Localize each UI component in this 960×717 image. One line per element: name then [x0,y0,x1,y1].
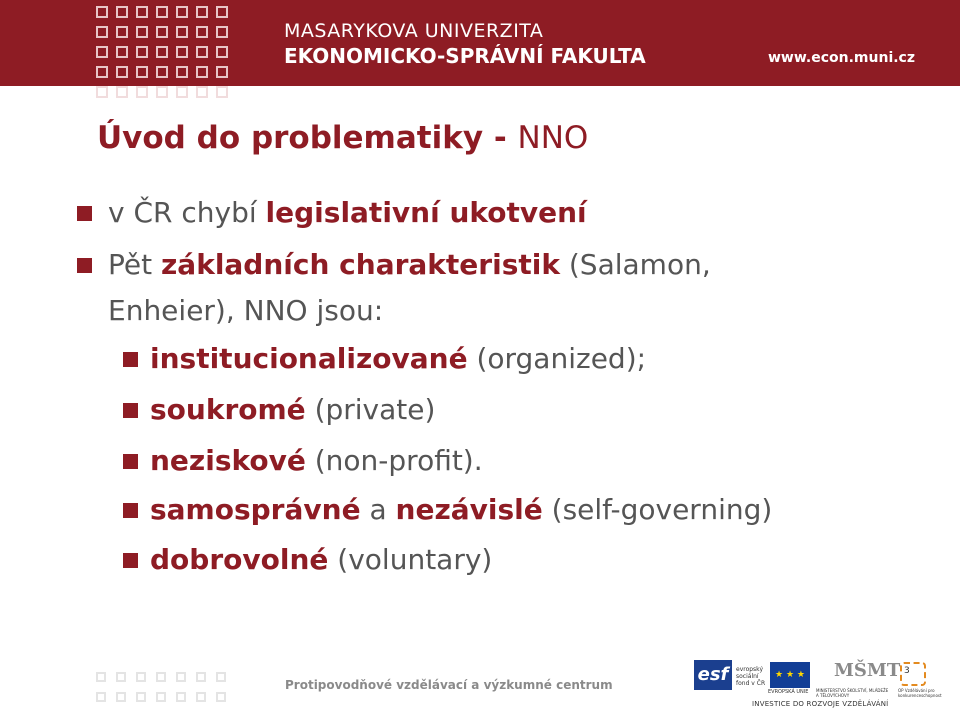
pattern-square [96,6,108,18]
pattern-square [156,6,168,18]
pattern-square [216,6,228,18]
slide-title-bold: Úvod do problematiky - [97,120,518,156]
pattern-square [196,6,208,18]
pattern-square [136,692,146,702]
pattern-square [156,26,168,38]
opvk-caption: OP Vzdělávání pro konkurenceschopnost [898,688,942,698]
square-bullet-icon [123,454,138,469]
esf-logo-icon: esf [694,660,732,690]
pattern-square [116,672,126,682]
pattern-square [216,672,226,682]
pattern-square [96,26,108,38]
pattern-square [156,86,168,98]
bullet-text: (voluntary) [328,543,493,576]
investment-slogan: INVESTICE DO ROZVOJE VZDĚLÁVÁNÍ [752,700,889,708]
pattern-square [156,46,168,58]
pattern-square [176,672,186,682]
pattern-square [176,6,188,18]
msmt-logo-icon: MŠMT [834,660,901,681]
sub-bullet-item [150,485,772,535]
bullet-text: v ČR chybí [108,196,266,229]
bullet-emphasis: neziskové [150,444,306,477]
bullet-emphasis: nezávislé [395,493,543,526]
pattern-square [96,46,108,58]
sub-bullet-item [150,385,435,435]
pattern-square [196,46,208,58]
eu-stars-icon: ★ ★ ★ [775,670,805,680]
bullet-text: (organized); [467,342,647,375]
pattern-square [136,46,148,58]
sub-bullet-item [150,535,492,585]
sub-bullet-item [150,436,483,486]
bullet-emphasis: základních charakteristik [161,248,560,281]
square-bullet-icon [123,403,138,418]
header-bar [0,0,960,86]
pattern-square [196,26,208,38]
slide-title-rest: NNO [517,120,589,156]
pattern-square [176,86,188,98]
square-bullet-icon [77,206,92,221]
pattern-square [216,26,228,38]
bullet-item [108,188,587,238]
pattern-square [96,672,106,682]
sub-bullet-item [150,334,646,384]
pattern-square [96,86,108,98]
pattern-square [116,46,128,58]
bullet-text: (non-profit). [305,444,483,477]
msmt-caption: MINISTERSTVO ŠKOLSTVÍ, MLÁDEŽE A TĚLOVÝCHOVY [816,688,889,698]
pattern-square [176,26,188,38]
pattern-square [176,66,188,78]
square-bullet-icon [123,503,138,518]
pattern-square [156,66,168,78]
pattern-square [196,692,206,702]
pattern-square [116,66,128,78]
pattern-square [96,66,108,78]
pattern-square [136,26,148,38]
bullet-text: (self-governing) [542,493,773,526]
pattern-square [196,672,206,682]
square-bullet-icon [77,258,92,273]
square-bullet-icon [123,553,138,568]
pattern-square [96,692,106,702]
page-number: 3 [904,666,910,676]
bullet-text: (private) [305,393,436,426]
bullet-item [108,240,711,290]
pattern-square [156,672,166,682]
header-square-pattern [96,6,228,78]
bullet-emphasis: samosprávné [150,493,361,526]
pattern-square [176,692,186,702]
footer-tagline: Protipovodňové vzdělávací a výzkumné centrum [285,678,613,692]
footer-square-pattern [96,672,226,702]
bullet-continuation [108,286,383,336]
pattern-square [196,86,208,98]
pattern-square [116,692,126,702]
pattern-square [136,6,148,18]
slide-title [97,120,588,156]
pattern-square [116,86,128,98]
pattern-square [136,66,148,78]
square-bullet-icon [123,352,138,367]
pattern-square [216,86,228,98]
decorative-square-pattern [96,86,228,98]
bullet-text: (Salamon, [559,248,711,281]
pattern-square [116,26,128,38]
website-link[interactable]: www.econ.muni.cz [768,50,916,66]
pattern-square [156,692,166,702]
university-name: MASARYKOVA UNIVERZITA [284,20,544,42]
bullet-emphasis: soukromé [150,393,306,426]
bullet-emphasis: dobrovolné [150,543,329,576]
esf-caption: evropský sociální fond v ČR [736,666,766,687]
bullet-emphasis: legislativní ukotvení [265,196,587,229]
pattern-square [116,6,128,18]
eu-caption: EVROPSKÁ UNIE [768,689,809,695]
footer-logos [694,660,960,717]
pattern-square [196,66,208,78]
pattern-square [216,46,228,58]
bullet-text: Enheier), NNO jsou: [108,294,384,327]
pattern-square [136,86,148,98]
pattern-square [176,46,188,58]
bullet-emphasis: institucionalizované [150,342,468,375]
pattern-square [216,66,228,78]
pattern-square [216,692,226,702]
bullet-text: a [360,493,396,526]
faculty-name: EKONOMICKO-SPRÁVNÍ FAKULTA [284,44,646,68]
bullet-text: Pět [108,248,161,281]
pattern-square [136,672,146,682]
